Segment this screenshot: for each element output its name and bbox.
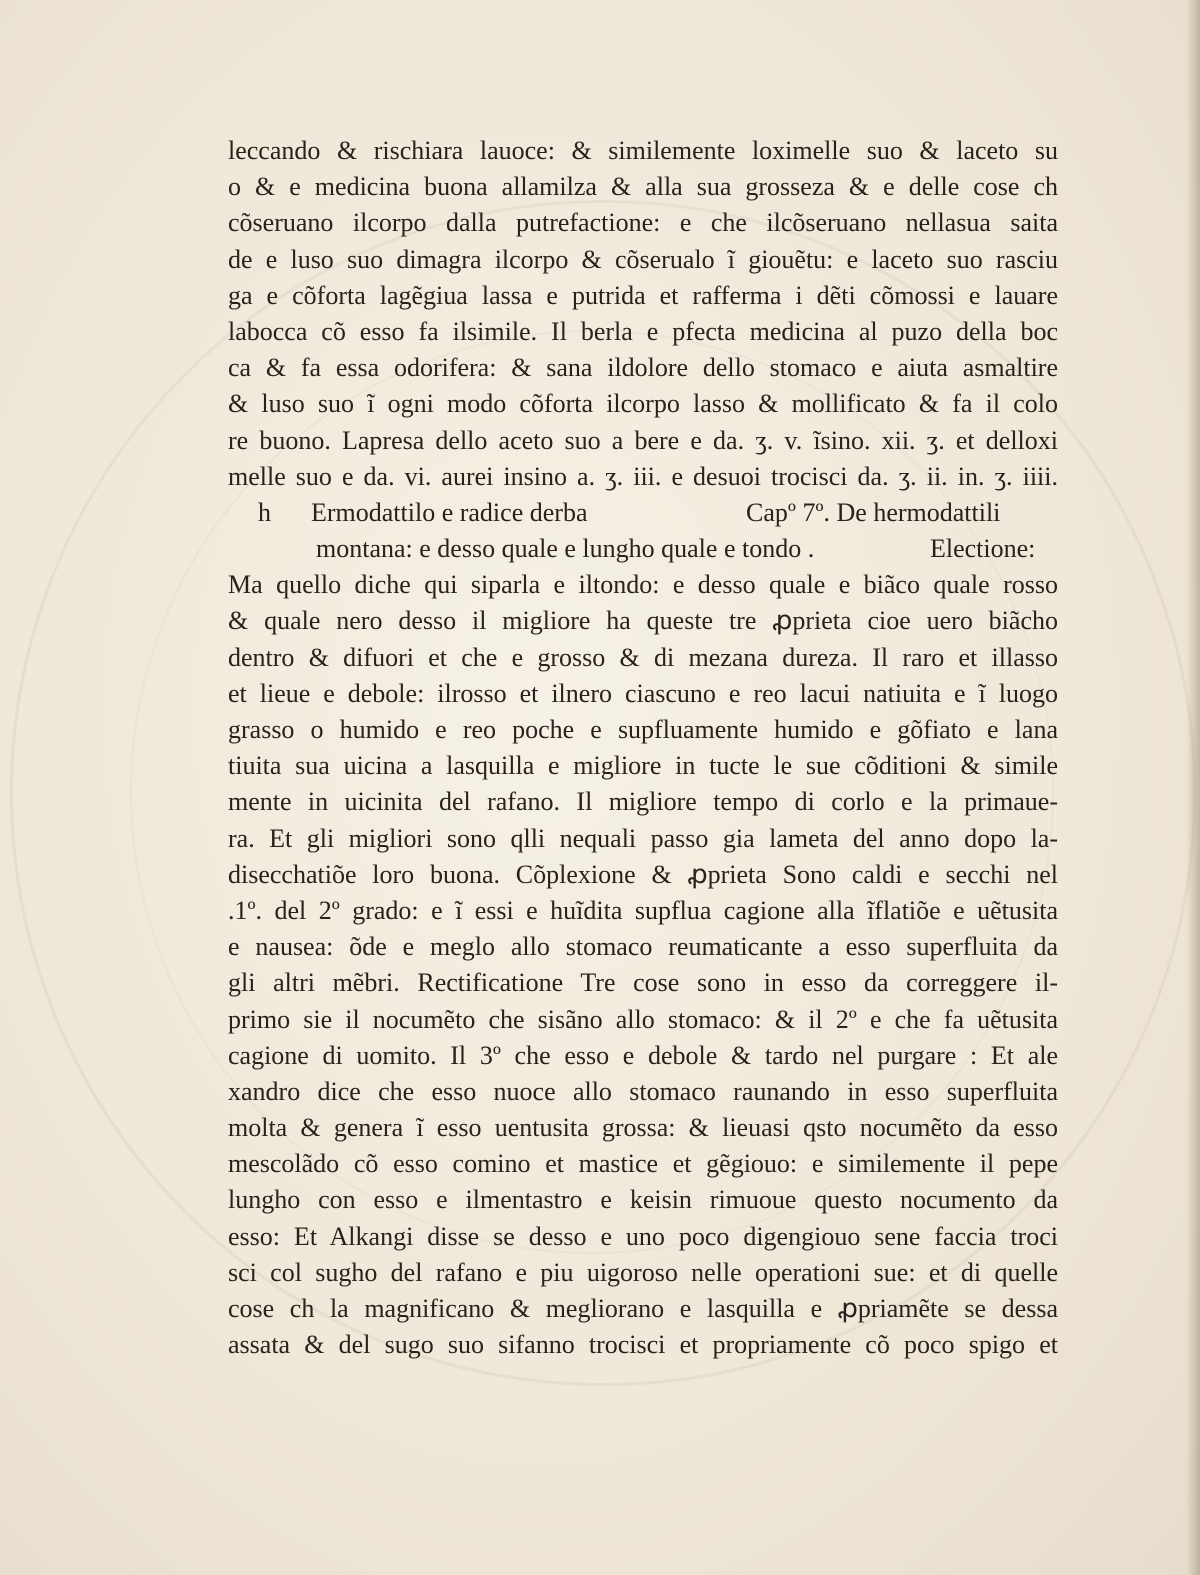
indented-line-text: montana: e desso quale e lungho quale e tondo . — [316, 534, 815, 564]
text-line: lungho con esso e ilmentastro e keisin rimuoue questo nocumento da — [228, 1185, 1058, 1215]
text-line: re buono. Lapresa dello aceto suo a bere e da. ʒ. v. ĩsino. xii. ʒ. et delloxi — [228, 425, 1058, 455]
text-line: cagione di uomito. Il 3º che esso e debole & tardo nel purgare : Et ale — [228, 1040, 1058, 1070]
text-line: molta & genera ĩ esso uentusita grossa: & lieuasi qsto nocumẽto da esso — [228, 1113, 1058, 1143]
text-line: o & e medicina buona allamilza & alla sua grosseza & e delle cose ch — [228, 172, 1058, 202]
chapter-heading-text: Ermodattilo e radice derba — [311, 497, 588, 527]
text-line: de e luso suo dimagra ilcorpo & cõserualo ĩ giouẽtu: e laceto suo rasciu — [228, 244, 1058, 274]
text-line: leccando & rischiara lauoce: & similemente loximelle suo & laceto su — [228, 136, 1058, 165]
text-line: e nausea: õde e meglo allo stomaco reumaticante a esso superfluita da — [228, 932, 1058, 962]
section-label-electione: Electione: — [930, 534, 1036, 564]
text-line: & luso suo ĩ ogni modo cõforta ilcorpo lasso & mollificato & fa il colo — [228, 389, 1058, 419]
text-line: gli altri mẽbri. Rectificatione Tre cose sono in esso da correggere il- — [228, 968, 1058, 998]
text-line: Ma quello diche qui siparla e iltondo: e desso quale e biãco quale rosso — [228, 570, 1058, 600]
text-line: cõseruano ilcorpo dalla putrefactione: e che ilcõseruano nellasua saita — [228, 208, 1058, 238]
text-line: cose ch la magnificano & megliorano e lasquilla e ꝓpriamẽte se dessa — [228, 1294, 1058, 1323]
text-line: esso: Et Alkangi disse se desso e uno poco digengiouo sene faccia troci — [228, 1221, 1058, 1251]
chapter-label: Capº 7º. De hermodattili — [746, 497, 1001, 527]
text-column — [228, 133, 1058, 1363]
text-line: mente in uicinita del rafano. Il migliore tempo di corlo e la primaue- — [228, 787, 1058, 817]
text-line: sci col sugho del rafano e piu uigoroso nelle operationi sue: et di quelle — [228, 1257, 1058, 1287]
text-line: melle suo e da. vi. aurei insino a. ʒ. iii. e desuoi trocisci da. ʒ. ii. in. ʒ. iiii. — [228, 461, 1058, 491]
indented-line — [228, 531, 1058, 567]
text-line: mescolãdo cõ esso comino et mastice et gẽgiouo: e similemente il pepe — [228, 1149, 1058, 1179]
text-line: tiuita sua uicina a lasquilla e migliore in tucte le sue cõditioni & simile — [228, 751, 1058, 781]
text-line: assata & del sugo suo sifanno trocisci et propriamente cõ poco spigo et — [228, 1330, 1058, 1360]
text-line: xandro dice che esso nuoce allo stomaco raunando in esso superfluita — [228, 1076, 1058, 1106]
initial-guide-letter: h — [258, 497, 271, 527]
text-line: ra. Et gli migliori sono qlli nequali passo gia lameta del anno dopo la- — [228, 823, 1058, 853]
text-line: primo sie il nocumẽto che sisãno allo stomaco: & il 2º e che fa uẽtusita — [228, 1004, 1058, 1034]
chapter-heading — [228, 495, 1058, 531]
text-line: ga e cõforta lagẽgiua lassa e putrida et rafferma i dẽti cõmossi e lauare — [228, 280, 1058, 310]
text-line: grasso o humido e reo poche e supfluamente humido e gõfiato e lana — [228, 715, 1058, 744]
text-line: ca & fa essa odorifera: & sana ildolore dello stomaco e aiuta asmaltire — [228, 353, 1058, 383]
text-line: labocca cõ esso fa ilsimile. Il berla e pfecta medicina al puzo della boc — [228, 316, 1058, 346]
text-line: .1º. del 2º grado: e ĩ essi e huĩdita supflua cagione alla ĩflatiõe e uẽtusita — [228, 895, 1058, 925]
text-line: dentro & difuori et che e grosso & di mezana dureza. Il raro et illasso — [228, 642, 1058, 672]
text-line: et lieue e debole: ilrosso et ilnero ciascuno e reo lacui natiuita e ĩ luogo — [228, 678, 1058, 708]
text-line: & quale nero desso il migliore ha queste tre ꝓprieta cioe uero biãcho — [228, 606, 1058, 636]
text-line: disecchatiõe loro buona. Cõplexione & ꝓprieta Sono caldi e secchi nel — [228, 859, 1058, 889]
